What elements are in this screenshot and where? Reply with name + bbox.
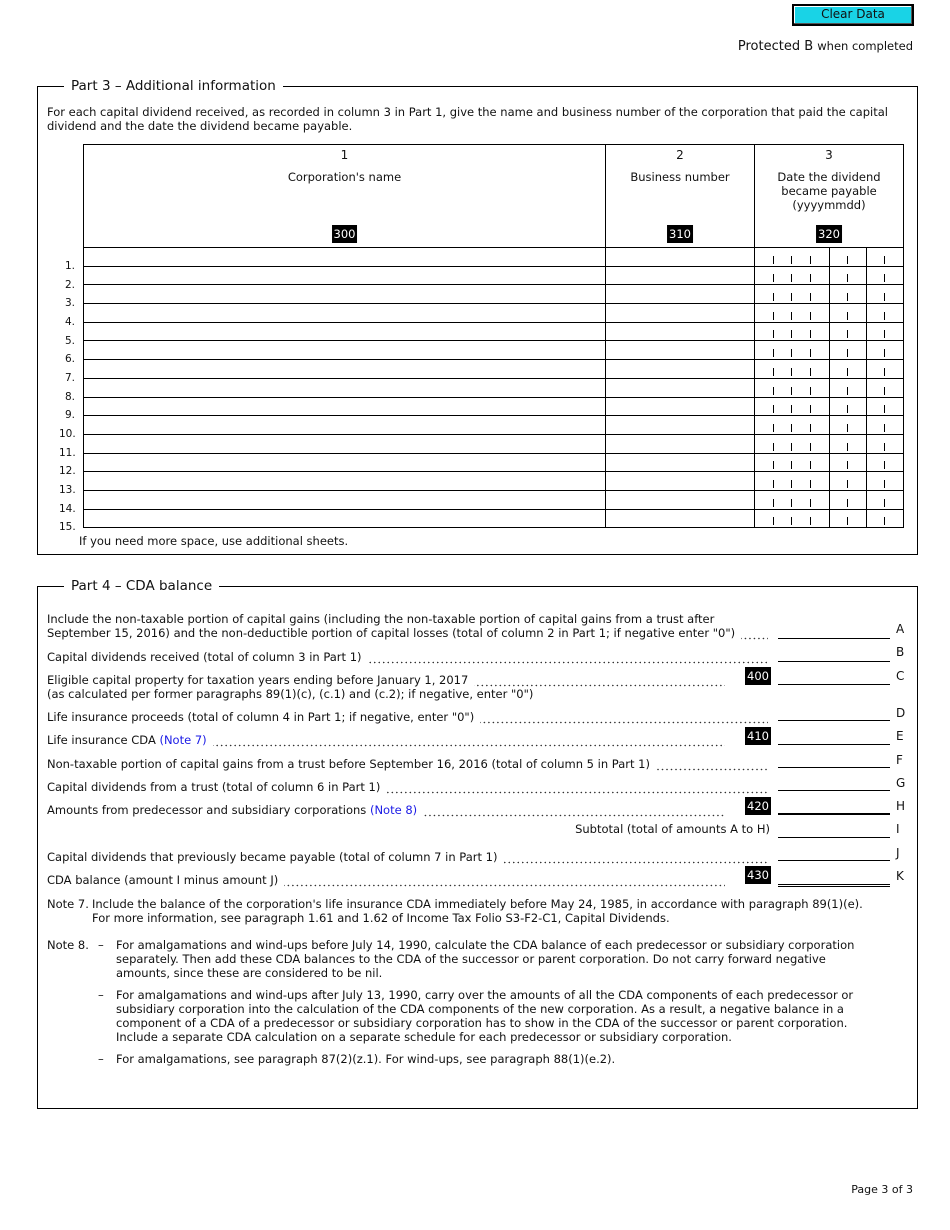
tick <box>847 480 848 488</box>
amount-g-field[interactable] <box>778 777 890 791</box>
line-j <box>47 850 772 864</box>
table-row <box>84 360 904 379</box>
col-label: Date the dividend became payable (yyyymmdd) <box>777 170 881 212</box>
tick <box>810 293 811 301</box>
letter-f: F <box>896 753 903 767</box>
table-row <box>84 304 904 323</box>
corporation-name-field[interactable] <box>64 304 606 328</box>
table-row <box>84 472 904 491</box>
amount-c-field[interactable] <box>778 671 890 685</box>
tick <box>810 387 811 395</box>
divider <box>866 454 867 472</box>
dot-leader <box>503 852 768 864</box>
code-410: 410 <box>747 729 769 743</box>
business-number-field[interactable] <box>606 509 755 528</box>
note-7-label: Note 7. <box>47 897 89 911</box>
row-number: 4. <box>64 315 75 328</box>
part3-footer: If you need more space, use additional sheets. <box>79 534 349 548</box>
row-number: 13. <box>59 484 76 497</box>
letter-g: G <box>896 776 906 790</box>
corporation-name-field[interactable] <box>64 322 606 347</box>
divider <box>829 398 830 416</box>
tick <box>773 256 774 264</box>
table-row <box>84 509 904 528</box>
date-field[interactable] <box>755 472 904 491</box>
tick <box>791 274 792 282</box>
divider <box>829 285 830 303</box>
dot-leader <box>741 628 768 640</box>
tick <box>847 349 848 357</box>
col-corporation-name <box>84 145 606 248</box>
business-number-field[interactable] <box>606 322 755 341</box>
line-f <box>47 757 772 771</box>
line-label: Amounts from predecessor and subsidiary corporations <box>47 803 367 817</box>
tick <box>847 443 848 451</box>
business-number-field[interactable] <box>606 490 755 509</box>
tick <box>847 461 848 469</box>
part3-intro: For each capital dividend received, as recorded in column 3 in Part 1, give the name and business number of the corporation that paid the capital dividend and the date the dividend became payable. <box>47 105 888 133</box>
divider <box>829 435 830 453</box>
tick <box>884 461 885 469</box>
table-row <box>84 416 904 435</box>
business-number-field[interactable] <box>606 341 755 360</box>
business-number-field[interactable] <box>606 248 755 267</box>
date-field[interactable] <box>755 248 904 267</box>
tick <box>791 480 792 488</box>
tick <box>773 461 774 469</box>
tick <box>810 517 811 525</box>
tick <box>810 330 811 338</box>
part3-title: Part 3 – Additional information <box>64 78 283 94</box>
divider <box>829 341 830 359</box>
dot-leader <box>474 675 725 687</box>
divider <box>829 379 830 397</box>
note-8-bullet: For amalgamations and wind-ups before July 14, 1990, calculate the CDA balance of each predecessor or subsidiary corporation separately. Then add these CDA balances to the CDA of the successor or parent corporation. Do not carry forward negative amounts, since these are considered to be nil. <box>116 938 855 980</box>
table-row <box>84 322 904 341</box>
tick <box>847 424 848 432</box>
divider <box>866 341 867 359</box>
tick <box>791 312 792 320</box>
tick <box>773 480 774 488</box>
divider <box>829 360 830 378</box>
divider <box>866 435 867 453</box>
corporation-name-field[interactable] <box>64 266 606 291</box>
tick <box>773 424 774 432</box>
corporation-name-field[interactable] <box>59 453 606 478</box>
divider <box>866 491 867 509</box>
tick <box>791 330 792 338</box>
table-row <box>84 266 904 285</box>
dividends-table <box>59 144 904 534</box>
divider <box>866 398 867 416</box>
col-num: 1 <box>340 148 349 162</box>
divider <box>829 472 830 490</box>
line-b <box>47 650 772 664</box>
letter-a: A <box>896 622 905 636</box>
tick <box>884 293 885 301</box>
date-field[interactable] <box>755 322 904 341</box>
tick <box>791 256 792 264</box>
divider <box>829 248 830 266</box>
business-number-field[interactable] <box>606 304 755 323</box>
date-field[interactable] <box>755 509 904 528</box>
business-number-field[interactable] <box>606 285 755 304</box>
date-field[interactable] <box>755 341 904 360</box>
corporation-name-field[interactable] <box>64 341 606 366</box>
tick <box>884 424 885 432</box>
note-8-bullet: For amalgamations, see paragraph 87(2)(z.1). For wind-ups, see paragraph 88(1)(e.2). <box>116 1052 616 1066</box>
protected-b: Protected B <box>737 39 814 54</box>
business-number-field[interactable] <box>606 472 755 491</box>
row-number: 11. <box>59 446 76 459</box>
divider <box>866 304 867 322</box>
line-d <box>47 710 772 724</box>
note-7-link[interactable]: (Note 7) <box>159 733 207 747</box>
amount-k-field[interactable] <box>778 871 890 887</box>
amount-e-field[interactable] <box>778 731 890 745</box>
tick <box>884 330 885 338</box>
letter-e: E <box>896 729 904 743</box>
business-number-field[interactable] <box>606 360 755 379</box>
date-field[interactable] <box>755 360 904 379</box>
amount-j-field[interactable] <box>778 847 890 861</box>
letter-i: I <box>896 822 900 836</box>
bullet-dash: – <box>98 988 104 1002</box>
corporation-name-field[interactable] <box>59 509 606 534</box>
tick <box>773 349 774 357</box>
tick <box>847 256 848 264</box>
line-c <box>47 673 729 687</box>
tick <box>847 368 848 376</box>
divider <box>829 491 830 509</box>
tick <box>884 480 885 488</box>
line-label: Capital dividends that previously became payable (total of column 7 in Part 1) <box>47 850 498 864</box>
code-430: 430 <box>747 868 769 882</box>
date-field[interactable] <box>755 304 904 323</box>
tick <box>810 349 811 357</box>
divider <box>866 267 867 285</box>
dot-leader <box>284 875 725 887</box>
tick <box>773 517 774 525</box>
tick <box>791 405 792 413</box>
dot-leader <box>480 712 768 724</box>
date-field[interactable] <box>755 378 904 397</box>
date-field[interactable] <box>755 397 904 416</box>
corporation-name-field[interactable] <box>64 397 606 422</box>
tick <box>810 480 811 488</box>
tick <box>773 274 774 282</box>
part4-title: Part 4 – CDA balance <box>64 578 219 594</box>
row-number: 14. <box>59 502 76 515</box>
tick <box>810 443 811 451</box>
col-label: Corporation's name <box>287 170 402 184</box>
date-field[interactable] <box>755 285 904 304</box>
line-i-subtotal: Subtotal (total of amounts A to H) <box>575 822 770 836</box>
line-k <box>47 873 729 887</box>
tick <box>847 330 848 338</box>
business-number-field[interactable] <box>606 397 755 416</box>
tick <box>847 387 848 395</box>
table-row <box>84 285 904 304</box>
tick <box>847 499 848 507</box>
letter-b: B <box>896 645 905 659</box>
col-business-number <box>606 145 755 248</box>
corporation-name-field[interactable] <box>64 248 606 272</box>
table-row <box>84 453 904 472</box>
clear-data-button[interactable]: Clear Data <box>792 4 914 26</box>
tick <box>884 405 885 413</box>
business-number-field[interactable] <box>606 434 755 453</box>
tick <box>773 405 774 413</box>
amount-b-field[interactable] <box>778 648 890 662</box>
divider <box>829 267 830 285</box>
divider <box>866 285 867 303</box>
tick <box>810 274 811 282</box>
table-row <box>84 341 904 360</box>
row-number: 2. <box>64 278 75 291</box>
divider <box>829 323 830 341</box>
tick <box>773 293 774 301</box>
divider <box>866 248 867 266</box>
divider <box>866 510 867 528</box>
line-label: Capital dividends received (total of column 3 in Part 1) <box>47 650 362 664</box>
tick <box>810 461 811 469</box>
tick <box>810 368 811 376</box>
note-7-line2: For more information, see paragraph 1.61 and 1.62 of Income Tax Folio S3-F2-C1, Capital Dividends. <box>92 911 670 925</box>
tick <box>791 461 792 469</box>
divider <box>866 379 867 397</box>
tick <box>847 405 848 413</box>
corporation-name-field[interactable] <box>59 416 606 441</box>
code-300: 300 <box>333 227 356 241</box>
letter-j: J <box>896 846 900 860</box>
tick <box>773 312 774 320</box>
date-field[interactable] <box>755 490 904 509</box>
tick <box>810 405 811 413</box>
amount-d-field[interactable] <box>778 707 890 721</box>
tick <box>791 499 792 507</box>
line-label: CDA balance (amount I minus amount J) <box>47 873 279 887</box>
line-label: Eligible capital property for taxation years ending before January 1, 2017 <box>47 673 469 687</box>
tick <box>810 499 811 507</box>
date-field[interactable] <box>755 266 904 285</box>
row-number: 3. <box>64 297 75 310</box>
table-row <box>84 248 904 267</box>
business-number-field[interactable] <box>606 266 755 285</box>
bullet-dash: – <box>98 1052 104 1066</box>
line-a-text1: Include the non-taxable portion of capital gains (including the non-taxable portion of capital gains from a trust after <box>47 612 715 626</box>
tick <box>884 387 885 395</box>
business-number-field[interactable] <box>606 416 755 435</box>
page-number: Page 3 of 3 <box>851 1183 913 1196</box>
tick <box>847 274 848 282</box>
tick <box>884 368 885 376</box>
business-number-field[interactable] <box>606 378 755 397</box>
corporation-name-field[interactable] <box>64 285 606 310</box>
dot-leader <box>213 735 725 747</box>
row-number: 15. <box>59 521 76 534</box>
line-label: Life insurance proceeds (total of column 4 in Part 1; if negative, enter "0") <box>47 710 475 724</box>
dot-leader <box>386 782 768 794</box>
row-number: 12. <box>59 465 76 478</box>
row-number: 10. <box>59 428 76 441</box>
tick <box>884 517 885 525</box>
row-number: 8. <box>64 390 75 403</box>
note-7-line1: Include the balance of the corporation's life insurance CDA immediately before May 24, 1985, in accordance with paragraph 89(1)(e). <box>92 897 863 911</box>
line-h <box>47 803 729 817</box>
divider <box>866 323 867 341</box>
code-400: 400 <box>747 669 769 683</box>
tick <box>791 293 792 301</box>
protected-suffix: when completed <box>817 39 913 53</box>
divider <box>866 472 867 490</box>
tick <box>791 517 792 525</box>
business-number-field[interactable] <box>606 453 755 472</box>
row-number: 5. <box>64 334 75 347</box>
table-row <box>84 490 904 509</box>
tick <box>810 312 811 320</box>
note-8-bullet: For amalgamations and wind-ups after July 13, 1990, carry over the amounts of all the CDA components of each predecessor or subsidiary corporation into the calculation of the CDA components of the new corporation. As a result, a negative balance in a component of a CDA of a predecessor or subsidiary corporation has to show in the CDA of the successor or parent corporation. Include a separate CDA calculation on a separate schedule for each predecessor or subsidiary corporation. <box>116 988 854 1044</box>
code-320: 320 <box>818 227 840 241</box>
tick <box>884 443 885 451</box>
divider <box>829 454 830 472</box>
tick <box>884 499 885 507</box>
bullet-dash: – <box>98 938 104 952</box>
tick <box>810 424 811 432</box>
line-label: Non-taxable portion of capital gains from a trust before September 16, 2016 (total of column 5 in Part 1) <box>47 757 650 771</box>
col-date-payable <box>755 145 904 248</box>
line-label: September 15, 2016) and the non-deductible portion of capital losses (total of column 2 in Part 1; if negative enter "0") <box>47 626 736 640</box>
note-8-label: Note 8. <box>47 938 89 952</box>
tick <box>791 443 792 451</box>
line-g <box>47 780 772 794</box>
col-num: 2 <box>676 148 684 162</box>
line-label: Life insurance CDA <box>47 733 156 747</box>
corporation-name-field[interactable] <box>64 360 606 384</box>
tick <box>791 368 792 376</box>
divider <box>829 304 830 322</box>
divider <box>866 416 867 434</box>
row-number: 9. <box>64 409 75 422</box>
corporation-name-field[interactable] <box>59 472 606 497</box>
table-row <box>84 434 904 453</box>
col-label: Business number <box>630 170 730 184</box>
line-a <box>47 626 772 640</box>
tick <box>773 330 774 338</box>
tick <box>773 387 774 395</box>
tick <box>884 312 885 320</box>
line-e <box>47 733 729 747</box>
note-8 <box>47 938 867 1066</box>
dot-leader <box>656 759 768 771</box>
letter-k: K <box>896 869 904 883</box>
code-310: 310 <box>669 227 691 241</box>
divider <box>866 360 867 378</box>
letter-h: H <box>896 799 906 813</box>
col-num: 3 <box>825 148 833 162</box>
dot-leader <box>423 805 725 817</box>
note-8-link[interactable]: (Note 8) <box>369 803 418 817</box>
corporation-name-field[interactable] <box>64 378 606 403</box>
row-number: 6. <box>64 353 75 366</box>
divider <box>829 416 830 434</box>
amount-i-field[interactable] <box>778 824 890 838</box>
date-field[interactable] <box>755 416 904 435</box>
tick <box>847 517 848 525</box>
table-row <box>84 378 904 397</box>
row-number: 7. <box>64 371 75 384</box>
letter-c: C <box>896 669 905 683</box>
tick <box>791 387 792 395</box>
letter-d: D <box>896 706 906 720</box>
amount-a-field[interactable] <box>778 625 890 639</box>
amount-h-field[interactable] <box>778 801 890 815</box>
tick <box>791 349 792 357</box>
protected-label <box>738 39 913 54</box>
amount-f-field[interactable] <box>778 754 890 768</box>
row-number: 1. <box>64 259 75 272</box>
tick <box>773 443 774 451</box>
date-field[interactable] <box>755 434 904 453</box>
tick <box>773 368 774 376</box>
line-label: Capital dividends from a trust (total of column 6 in Part 1) <box>47 780 381 794</box>
table-row <box>84 397 904 416</box>
tick <box>810 256 811 264</box>
note-7 <box>47 897 892 925</box>
divider <box>829 510 830 528</box>
tick <box>884 256 885 264</box>
tick <box>847 312 848 320</box>
tick <box>884 349 885 357</box>
date-field[interactable] <box>755 453 904 472</box>
dot-leader <box>368 652 768 664</box>
tick <box>791 424 792 432</box>
tick <box>773 499 774 507</box>
line-c-text2: (as calculated per former paragraphs 89(1)(c), (c.1) and (c.2); if negative, enter "0") <box>47 687 534 701</box>
tick <box>847 293 848 301</box>
code-420: 420 <box>747 799 769 813</box>
tick <box>884 274 885 282</box>
